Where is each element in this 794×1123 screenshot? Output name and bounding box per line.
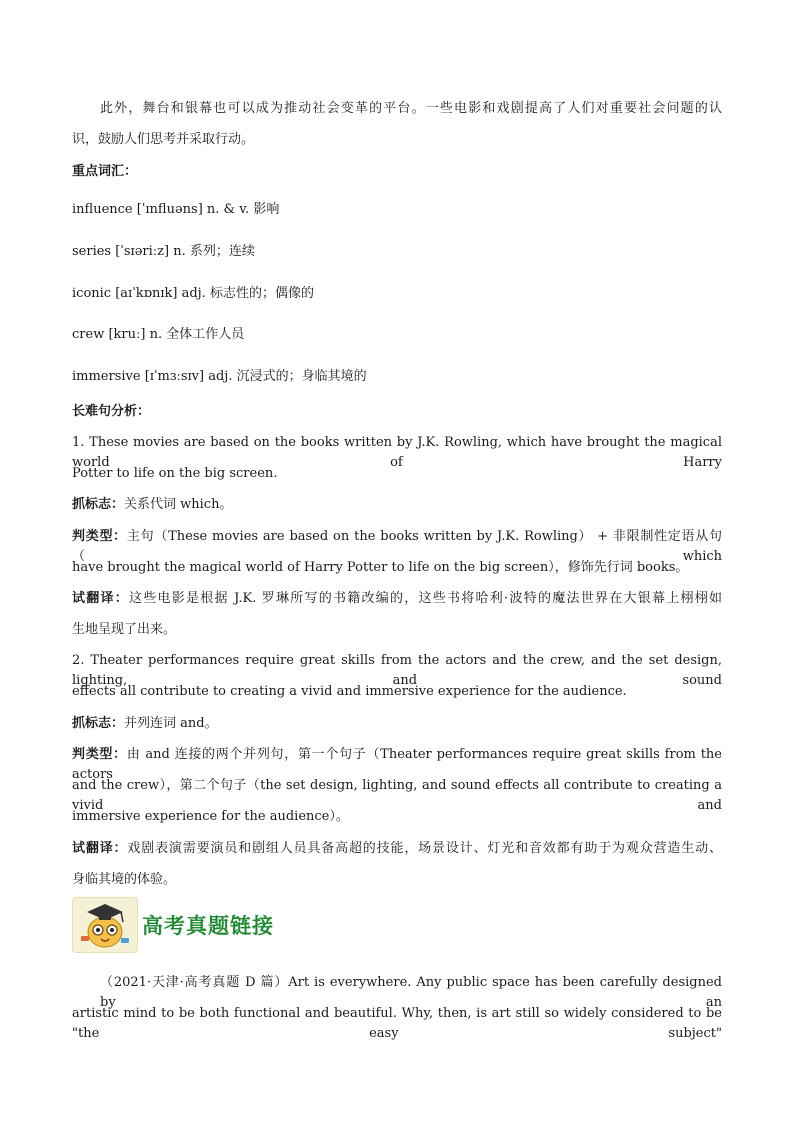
sentence-2-line-1: 2. Theater performances require great skills from the actors and the crew, and the set design, lighting, and sound — [72, 653, 722, 688]
type-text: 主句（These movies are based on the books written by J.K. Rowling） + 非限制性定语从句（which — [72, 529, 722, 564]
translation-label: 试翻译： — [72, 841, 128, 856]
vocab-item: series [ˈsɪəriːz] n. 系列；连续 — [72, 244, 255, 259]
sentence-1-marker — [72, 495, 232, 515]
marker-label: 抓标志： — [72, 716, 125, 731]
sentence-2-type-line-2: and the crew），第二个句子（the set design, lighting, and sound effects all contribute to creating a vivid and — [72, 778, 722, 813]
vocab-item: iconic [aɪˈkɒnɪk] adj. 标志性的；偶像的 — [72, 286, 314, 301]
analysis-heading: 长难句分析： — [72, 404, 151, 419]
sentence-1-translation-line-2: 生地呈现了出来。 — [72, 622, 177, 637]
marker-text: 关系代词 which。 — [124, 497, 233, 512]
sentence-1-line-2: Potter to life on the big screen. — [72, 466, 278, 481]
sentence-1-type-line-2: have brought the magical world of Harry Potter to life on the big screen），修饰先行词 books。 — [72, 560, 689, 575]
sentence-2-marker — [72, 714, 218, 734]
sentence-2-type-line-3: immersive experience for the audience）。 — [72, 809, 349, 824]
student-owl-icon — [72, 897, 138, 953]
translation-text: 这些电影是根据 J.K. 罗琳所写的书籍改编的，这些书将哈利·波特的魔法世界在大银幕上栩栩如 — [129, 591, 722, 606]
vocab-item: influence [ˈɪnfluəns] n. & v. 影响 — [72, 202, 280, 217]
banner-title: 高考真题链接 — [142, 914, 274, 938]
passage-line-1: （2021·天津·高考真题 D 篇）Art is everywhere. Any public space has been carefully designed by an — [100, 975, 722, 1010]
sentence-2-line-2: effects all contribute to creating a vivid and immersive experience for the audience. — [72, 684, 627, 699]
sentence-2-translation-line-2: 身临其境的体验。 — [72, 872, 177, 887]
marker-label: 抓标志： — [72, 497, 125, 512]
type-text: 由 and 连接的两个并列句，第一个句子（Theater performances require great skills from the actors — [72, 747, 722, 782]
translation-text: 戏剧表演需要演员和剧组人员具备高超的技能，场景设计、灯光和音效都有助于为观众营造生动、 — [127, 841, 722, 856]
type-label: 判类型： — [72, 529, 127, 544]
sentence-1-line-1: 1. These movies are based on the books written by J.K. Rowling, which have brought the magical world of Harry — [72, 435, 722, 470]
intro-paragraph-line-2: 识，鼓励人们思考并采取行动。 — [72, 132, 255, 147]
section-banner — [72, 897, 274, 953]
intro-paragraph-line-1: 此外，舞台和银幕也可以成为推动社会变革的平台。一些电影和戏剧提高了人们对重要社会问题的认 — [100, 101, 722, 116]
marker-text: 并列连词 and。 — [124, 716, 218, 731]
vocab-item: immersive [ɪˈmɜːsɪv] adj. 沉浸式的；身临其境的 — [72, 369, 367, 384]
vocab-heading: 重点词汇： — [72, 164, 138, 179]
sentence-2-translation-line-1 — [72, 839, 722, 859]
type-label: 判类型： — [72, 747, 127, 762]
vocab-item: crew [kruː] n. 全体工作人员 — [72, 327, 245, 342]
passage-line-2: artistic mind to be both functional and beautiful. Why, then, is art still so widely considered to be "the easy subject" — [72, 1006, 722, 1041]
sentence-1-translation-line-1 — [72, 589, 722, 609]
translation-label: 试翻译： — [72, 591, 130, 606]
